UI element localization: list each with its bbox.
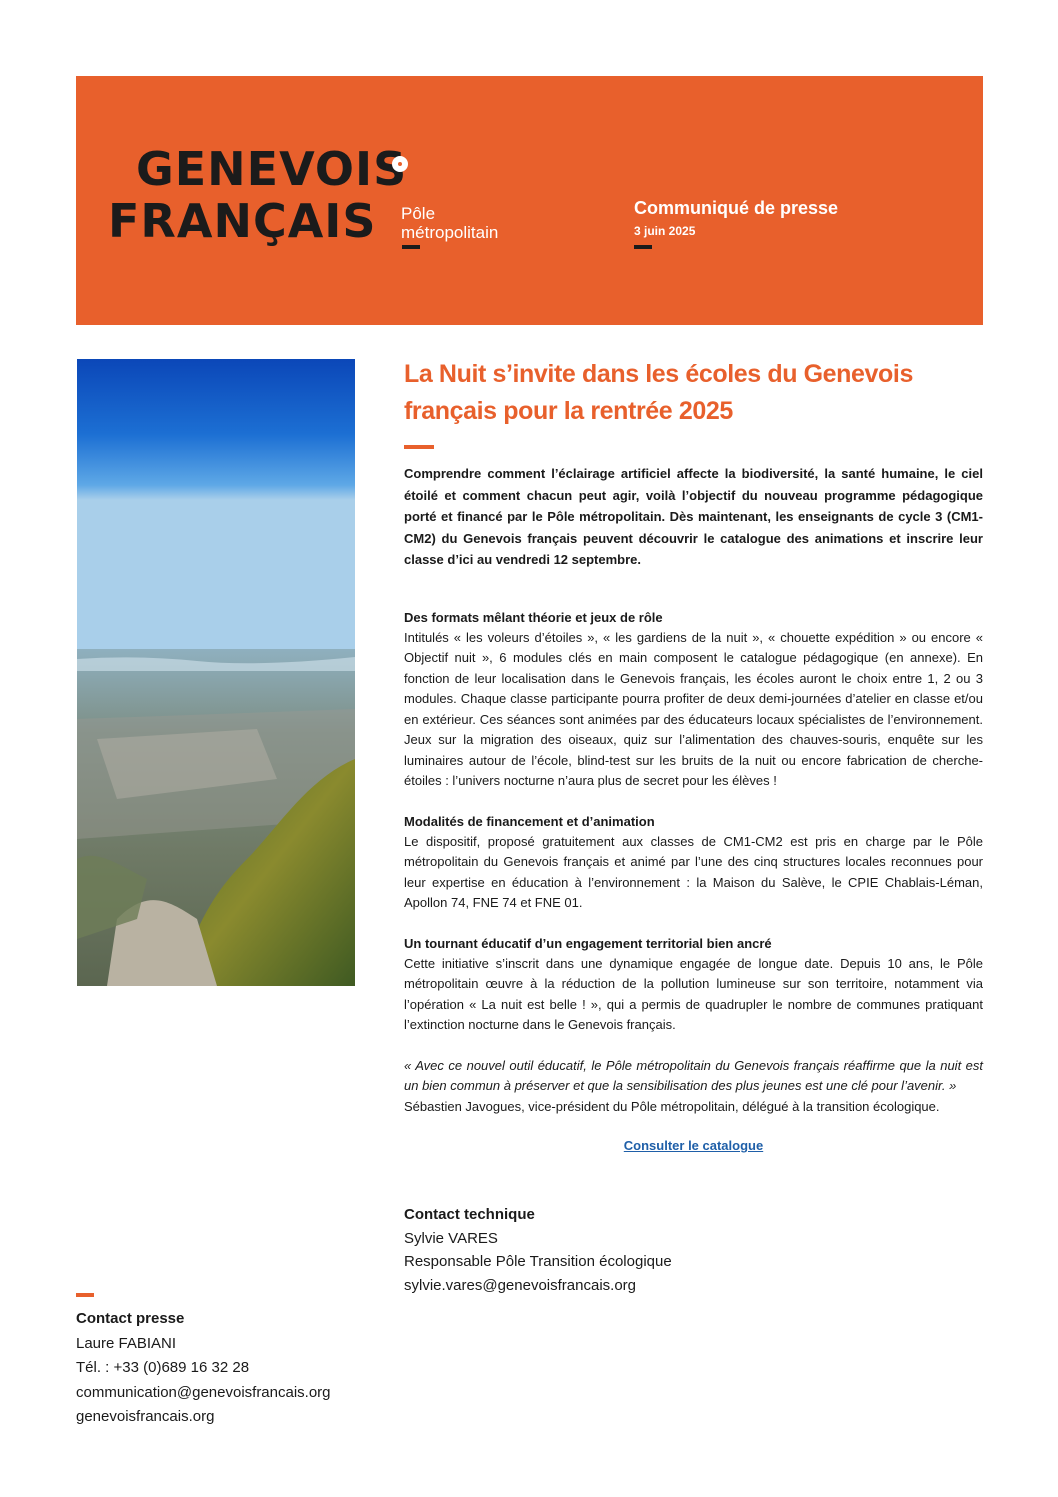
article-column <box>404 356 983 1153</box>
technical-contact-name: Sylvie VARES <box>404 1229 498 1247</box>
technical-contact-role: Responsable Pôle Transition écologique <box>404 1253 672 1270</box>
logo-text-line1: GENEVOIS <box>136 142 408 196</box>
press-release-date: 3 juin 2025 <box>634 224 696 238</box>
press-dash <box>634 245 652 249</box>
logo-o-mark-icon <box>392 156 408 172</box>
section-financement <box>404 812 983 914</box>
press-contact-email[interactable]: communication@genevoisfrancais.org <box>76 1383 331 1401</box>
quote-text: « Avec ce nouvel outil éducatif, le Pôle métropolitain du Genevois français réaffirme que la nuit est un bien commun à préserver et que la sensibilisation des plus jeunes est une clé pour l’avenir. » <box>404 1057 983 1093</box>
press-contact-title: Contact presse <box>76 1310 185 1327</box>
landscape-photo <box>77 359 355 986</box>
section-title: Des formats mêlant théorie et jeux de rôle <box>404 609 663 625</box>
header-banner <box>76 76 983 325</box>
quote-author: Sébastien Javogues, vice-président du Pôle métropolitain, délégué à la transition écologique. <box>404 1098 940 1114</box>
press-release-title: Communiqué de presse <box>634 198 839 218</box>
headline-dash <box>404 445 434 449</box>
press-contact <box>76 1293 331 1430</box>
technical-contact-title: Contact technique <box>404 1206 535 1223</box>
technical-contact-email[interactable]: sylvie.vares@genevoisfrancais.org <box>404 1276 636 1294</box>
technical-contact <box>404 1203 672 1297</box>
article-lead: Comprendre comment l’éclairage artificiel affecte la biodiversité, la santé humaine, le ciel étoilé et comment chacun peut agir, voilà l’objectif du nouveau programme pédagogique porté et financé par le Pôle métropolitain. Dès maintenant, les enseignants de cycle 3 (CM1-CM2) du Genevois français peuvent découvrir le catalogue des animations et inscrire leur classe d’ici au vendredi 12 septembre. <box>404 466 983 567</box>
section-body: Intitulés « les voleurs d’étoiles », « les gardiens de la nuit », « chouette expédition » ou encore « Objectif nuit », 6 modules clés en main composent le catalogue pédagogique (en annexe). En fonction de leur localisation dans le Genevois français, les écoles auront le choix entre 1, 2 ou 3 modules. Chaque classe participante pourra profiter de deux demi-journées d’atelier en classe et/ou en extérieur. Ces séances sont animées par des éducateurs locaux spécialistes de l’environnement. Jeux sur la migration des oiseaux, quiz sur l’alimentation des chauves-souris, enquête sur les luminaires autour de l’école, blind-test sur les bruits de la nuit ou encore fabrication de cherche-étoiles : l’univers nocturne n’aura plus de secret pour les élèves ! <box>404 629 983 788</box>
logo-subtitle-line2: métropolitain <box>401 223 499 242</box>
press-contact-site[interactable]: genevoisfrancais.org <box>76 1408 215 1425</box>
section-tournant <box>404 934 983 1036</box>
logo-text-line2: FRANÇAIS <box>108 194 377 248</box>
section-formats <box>404 608 983 792</box>
section-title: Un tournant éducatif d’un engagement territorial bien ancré <box>404 935 772 951</box>
press-contact-dash <box>76 1293 94 1297</box>
section-title: Modalités de financement et d’animation <box>404 813 655 829</box>
logo-dash <box>402 245 420 249</box>
catalogue-link-wrap <box>404 1138 983 1153</box>
logo-subtitle <box>401 204 498 242</box>
section-body: Cette initiative s’inscrit dans une dynamique engagée de longue date. Depuis 10 ans, le Pôle métropolitain œuvre à la réduction de la pollution lumineuse sur son territoire, notamment via l’opération « La nuit est belle ! », qui a permis de quadrupler le nombre de communes pratiquant l’extinction nocturne dans le Genevois français. <box>404 955 983 1032</box>
catalogue-link[interactable]: Consulter le catalogue <box>623 1138 764 1153</box>
section-body: Le dispositif, proposé gratuitement aux classes de CM1-CM2 est pris en charge par le Pôle métropolitain du Genevois français et animé par l’une des cinq structures locales reconnues pour leur expertise en éducation à l’environnement : la Maison du Salève, le CPIE Chablais-Léman, Apollon 74, FNE 74 et FNE 01. <box>404 833 983 910</box>
press-contact-name: Laure FABIANI <box>76 1334 177 1352</box>
press-contact-phone: Tél. : +33 (0)689 16 32 28 <box>76 1359 250 1376</box>
article-headline: La Nuit s’invite dans les écoles du Genevois français pour la rentrée 2025 <box>404 360 913 425</box>
logo-subtitle-line1: Pôle <box>401 204 436 223</box>
quote-block <box>404 1056 983 1118</box>
